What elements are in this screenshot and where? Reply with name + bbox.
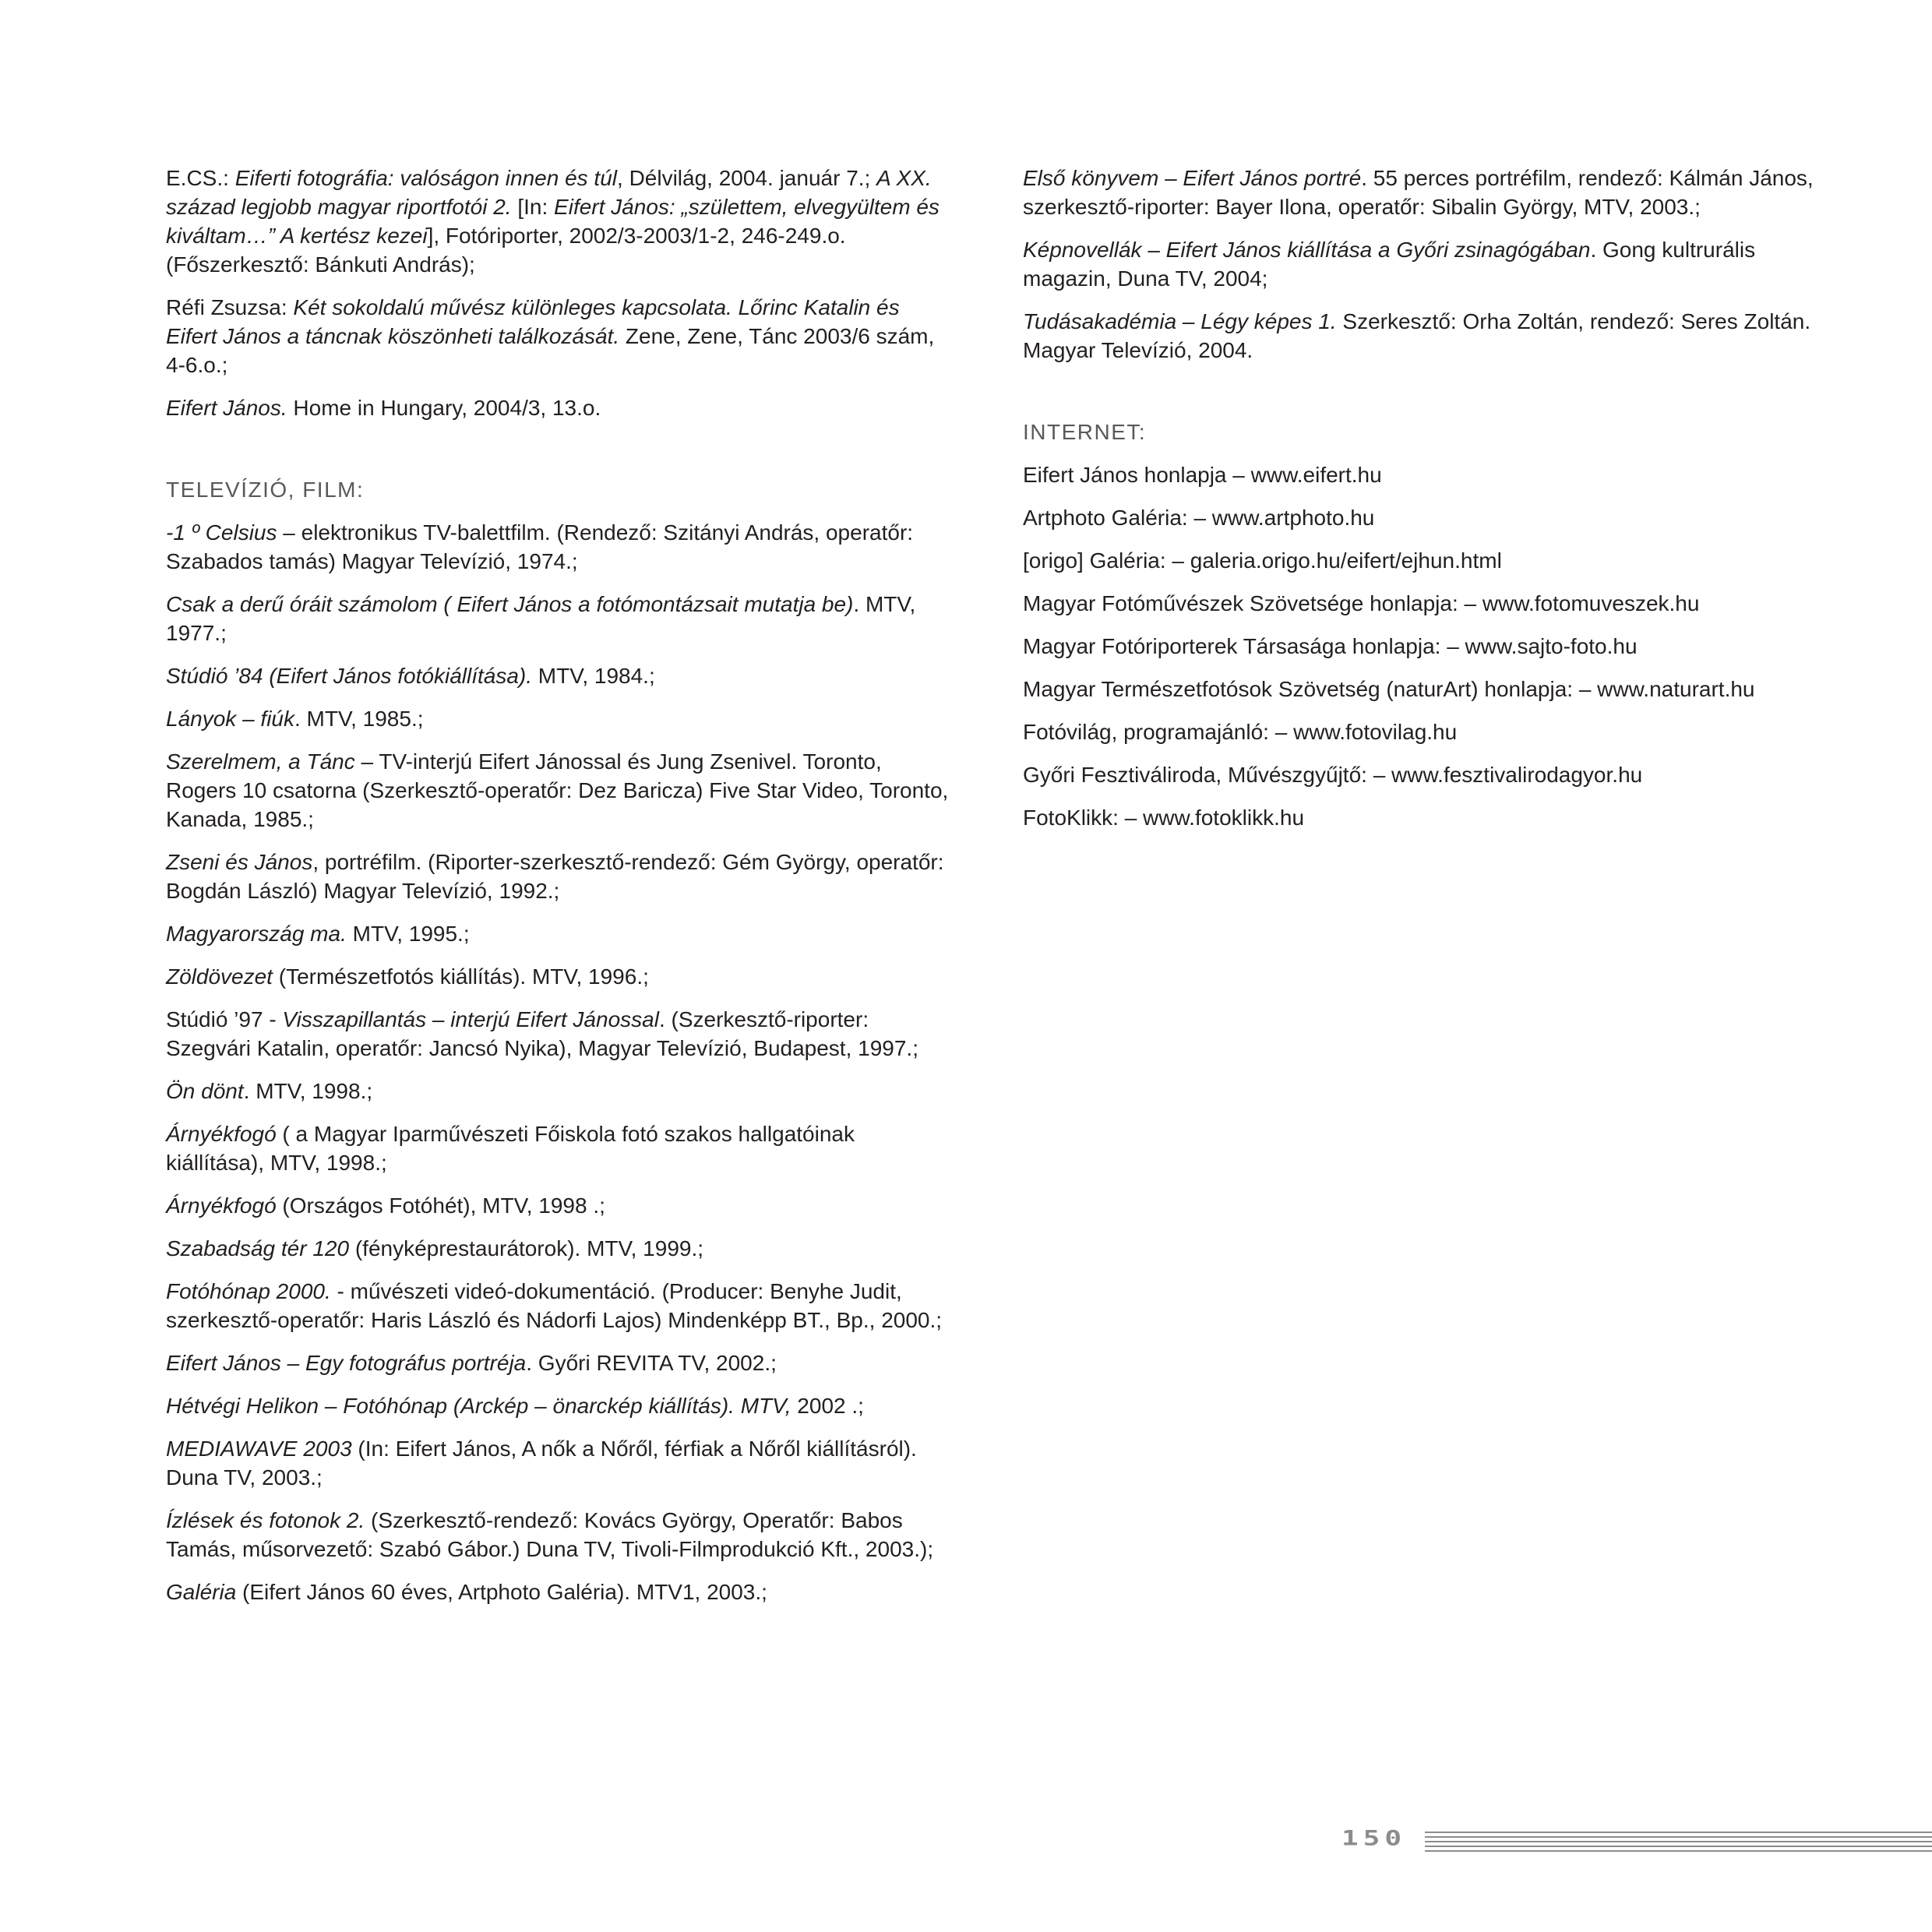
reference-text: E.CS.: bbox=[166, 166, 235, 190]
reference-title: Zöldövezet bbox=[166, 964, 273, 989]
reference-entry bbox=[166, 293, 949, 379]
reference-title: Stúdió ’84 (Eifert János fotókiállítása). bbox=[166, 664, 533, 688]
reference-entry: Eifert János honlapja – www.eifert.hu bbox=[1023, 463, 1382, 487]
reference-text: (Eifert János 60 éves, Artphoto Galéria). MTV1, 2003.; bbox=[236, 1580, 767, 1604]
reference-entry bbox=[166, 1578, 949, 1606]
reference-entry: Magyar Természetfotósok Szövetség (naturArt) honlapja: – www.naturart.hu bbox=[1023, 677, 1755, 701]
reference-entry bbox=[166, 1434, 949, 1492]
reference-text: , portréfilm. (Riporter-szerkesztő-rendező: Gém György, operatőr: Bogdán László) Magyar Televízió, 1992.; bbox=[166, 850, 944, 903]
reference-text: (fényképrestaurátorok). MTV, 1999.; bbox=[349, 1236, 704, 1260]
reference-title: Ízlések és fotonok 2. bbox=[166, 1508, 365, 1532]
reference-title: Tudásakadémia – Légy képes 1. bbox=[1023, 309, 1337, 333]
reference-text: (Természetfotós kiállítás). MTV, 1996.; bbox=[272, 964, 649, 989]
reference-title: Lányok – fiúk bbox=[166, 707, 294, 731]
reference-title: MEDIAWAVE 2003 bbox=[166, 1437, 352, 1461]
internet-references bbox=[1023, 460, 1849, 832]
reference-entry bbox=[166, 590, 949, 647]
reference-entry: Fotóvilág, programajánló: – www.fotovilag.hu bbox=[1023, 720, 1458, 744]
reference-title: Szerelmem, a Tánc bbox=[166, 749, 355, 774]
reference-title: Ön dönt bbox=[166, 1079, 244, 1103]
reference-title: -1 º Celsius bbox=[166, 520, 277, 545]
reference-entry bbox=[166, 1391, 949, 1420]
reference-text: Stúdió ’97 - bbox=[166, 1007, 283, 1031]
reference-entry bbox=[1023, 235, 1849, 293]
reference-entry: FotoKlikk: – www.fotoklikk.hu bbox=[1023, 806, 1305, 830]
reference-text: [In: bbox=[511, 195, 555, 219]
reference-entry bbox=[166, 747, 949, 834]
reference-text: (In: Eifert János, A nők a Nőről, férfiak a Nőről kiállításról). Duna TV, 2003.; bbox=[166, 1437, 917, 1490]
reference-text: Szerkesztő: Orha Zoltán, rendező: Seres Zoltán. Magyar Televízió, 2004. bbox=[1023, 309, 1811, 362]
reference-entry: Magyar Fotóművészek Szövetsége honlapja: – www.fotomuveszek.hu bbox=[1023, 591, 1700, 615]
reference-text: . MTV, 1977.; bbox=[166, 592, 916, 645]
reference-text: . (Szerkesztő-riporter: Szegvári Katalin, operatőr: Jancsó Nyika), Magyar Televízió, Budapest, 1997.; bbox=[166, 1007, 918, 1060]
reference-text: MTV, 1995.; bbox=[346, 922, 470, 946]
reference-entry: Magyar Fotóriporterek Társasága honlapja: – www.sajto-foto.hu bbox=[1023, 634, 1638, 658]
reference-text: (Szerkesztő-rendező: Kovács György, Operatőr: Babos Tamás, műsorvezető: Szabó Gábor.) Duna TV, Tivoli-Filmprodukció Kft., 2003.); bbox=[166, 1508, 934, 1561]
reference-text: – TV-interjú Eifert Jánossal és Jung Zsenivel. Toronto, Rogers 10 csatorna (Szerkesztő-operatőr: Dez Baricza) Five Star Video, Toronto, Kanada, 1985.; bbox=[166, 749, 949, 831]
reference-entry: Győri Fesztiváliroda, Művészgyűjtő: – www.fesztivalirodagyor.hu bbox=[1023, 763, 1643, 787]
reference-entry bbox=[166, 848, 949, 905]
internet-heading: INTERNET: bbox=[1023, 420, 1147, 444]
reference-title: Árnyékfogó bbox=[166, 1122, 277, 1146]
reference-title: Csak a derű óráit számolom ( Eifert János a fotómontázsait mutatja be) bbox=[166, 592, 854, 616]
reference-entry bbox=[1023, 164, 1849, 221]
reference-entry bbox=[166, 1005, 949, 1063]
reference-title: Eifert János: „születtem, elvegyültem és kiváltam…” A kertész kezei bbox=[166, 195, 940, 248]
reference-entry bbox=[166, 919, 949, 948]
reference-entry bbox=[166, 962, 949, 991]
reference-text: – elektronikus TV-balettfilm. (Rendező: Szitányi András, operatőr: Szabados tamás) Magyar Televízió, 1974.; bbox=[166, 520, 914, 573]
reference-text: ( a Magyar Iparművészeti Főiskola fotó szakos hallgatóinak kiállítása), MTV, 1998.; bbox=[166, 1122, 855, 1175]
reference-entry bbox=[166, 704, 949, 733]
reference-entry bbox=[166, 1234, 949, 1263]
reference-title: Eiferti fotográfia: valóságon innen és túl bbox=[234, 166, 618, 190]
reference-text: Zene, Zene, Tánc 2003/6 szám, 4-6.o.; bbox=[166, 324, 935, 377]
reference-entry bbox=[166, 393, 949, 422]
reference-text: . Győri REVITA TV, 2002.; bbox=[526, 1351, 777, 1375]
tv-film-references bbox=[166, 518, 949, 1606]
reference-title: Képnovellák – Eifert János kiállítása a Győri zsinagógában bbox=[1023, 238, 1591, 262]
reference-title: Magyarország ma. bbox=[166, 922, 347, 946]
reference-entry bbox=[166, 1191, 949, 1220]
reference-title: Fotóhónap 2000. bbox=[166, 1279, 331, 1303]
reference-entry bbox=[166, 1077, 949, 1105]
reference-entry bbox=[166, 518, 949, 576]
right-column bbox=[1023, 164, 1849, 846]
reference-entry bbox=[166, 1119, 949, 1177]
reference-title: Eifert János – Egy fotográfus portréja bbox=[166, 1351, 527, 1375]
reference-title: Árnyékfogó bbox=[166, 1193, 277, 1218]
reference-text: Home in Hungary, 2004/3, 13.o. bbox=[287, 396, 601, 420]
reference-text: , Délvilág, 2004. január 7.; bbox=[617, 166, 877, 190]
reference-entry bbox=[1023, 307, 1849, 365]
left-column bbox=[166, 164, 949, 1620]
reference-entry bbox=[166, 1506, 949, 1564]
reference-text: . Gong kultrurális magazin, Duna TV, 2004; bbox=[1023, 238, 1756, 291]
reference-entry bbox=[166, 661, 949, 690]
tv-film-heading: TELEVÍZIÓ, FILM: bbox=[166, 478, 365, 502]
reference-title: Két sokoldalú művész különleges kapcsolata. Lőrinc Katalin és Eifert János a táncnak köszönheti találkozását. bbox=[166, 295, 900, 348]
footer-decorative-lines bbox=[1425, 1832, 1932, 1852]
reference-title: Hétvégi Helikon – Fotóhónap (Arckép – önarckép kiállítás). MTV, bbox=[166, 1394, 791, 1418]
page-number: 150 bbox=[1341, 1826, 1407, 1851]
press-references bbox=[166, 164, 949, 422]
reference-text: . MTV, 1985.; bbox=[294, 707, 424, 731]
reference-title: Első könyvem – Eifert János portré bbox=[1023, 166, 1362, 190]
reference-entry bbox=[166, 164, 949, 279]
reference-text: ], Fotóriporter, 2002/3-2003/1-2, 246-249.o. (Főszerkesztő: Bánkuti András); bbox=[166, 224, 846, 277]
reference-text: 2002 .; bbox=[791, 1394, 864, 1418]
reference-title: Zseni és János bbox=[166, 850, 313, 874]
reference-entry: [origo] Galéria: – galeria.origo.hu/eifert/ejhun.html bbox=[1023, 548, 1502, 573]
reference-title: A XX. század legjobb magyar riportfotói 2. bbox=[166, 166, 932, 219]
reference-text: - művészeti videó-dokumentáció. (Producer: Benyhe Judit, szerkesztő-operatőr: Haris László és Nádorfi Lajos) Mindenképp BT., Bp., 2000.; bbox=[166, 1279, 943, 1332]
reference-entry: Artphoto Galéria: – www.artphoto.hu bbox=[1023, 506, 1375, 530]
reference-text: . 55 perces portréfilm, rendező: Kálmán János, szerkesztő-riporter: Bayer Ilona, operatőr: Sibalin György, MTV, 2003.; bbox=[1023, 166, 1814, 219]
reference-title: Visszapillantás – interjú Eifert Jánossal bbox=[282, 1007, 659, 1031]
reference-title: Eifert János. bbox=[166, 396, 287, 420]
reference-text: . MTV, 1998.; bbox=[243, 1079, 373, 1103]
reference-text: Réfi Zsuzsa: bbox=[166, 295, 294, 319]
reference-entry bbox=[166, 1277, 949, 1334]
reference-text: (Országos Fotóhét), MTV, 1998 .; bbox=[276, 1193, 605, 1218]
reference-title: Galéria bbox=[166, 1580, 237, 1604]
reference-entry bbox=[166, 1349, 949, 1377]
reference-text: MTV, 1984.; bbox=[532, 664, 655, 688]
reference-title: Szabadság tér 120 bbox=[166, 1236, 350, 1260]
tv-film-references-continued bbox=[1023, 164, 1849, 365]
